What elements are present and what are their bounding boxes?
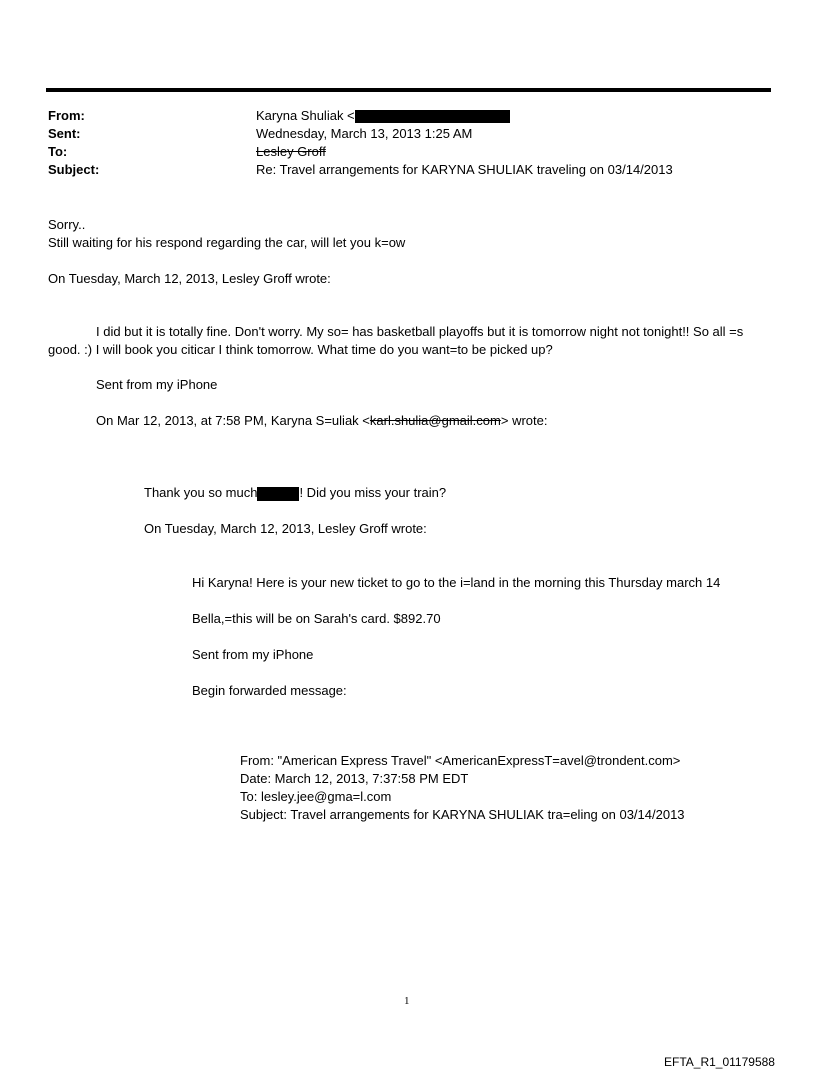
begin-forwarded: Begin forwarded message:	[192, 683, 347, 698]
quote-header-2-prefix: On Mar 12, 2013, at 7:58 PM, Karyna S=uliak <	[96, 413, 370, 428]
forwarded-to: To: lesley.jee@gma=l.com	[240, 789, 392, 804]
page-number: 1	[404, 995, 410, 1007]
quote-header-3: On Tuesday, March 12, 2013, Lesley Groff wrote:	[144, 521, 427, 536]
sent-label: Sent:	[48, 126, 81, 141]
forwarded-subject: Subject: Travel arrangements for KARYNA SHULIAK tra=eling on 03/14/2013	[240, 807, 685, 822]
document-id: EFTA_R1_01179588	[664, 1055, 775, 1069]
sent-from-iphone-2: Sent from my iPhone	[192, 647, 314, 662]
body-sorry: Sorry..	[48, 217, 86, 232]
forwarded-from: From: "American Express Travel" <AmericanExpressT=avel@trondent.com>	[240, 753, 681, 768]
from-sender: Karyna Shuliak <	[256, 108, 355, 123]
from-label: From:	[48, 108, 85, 123]
thank-you-suffix: ! Did you miss your train?	[299, 485, 447, 500]
bella-line: Bella,=this will be on Sarah's card. $892.70	[192, 611, 441, 626]
redacted-email: karl.shulia@gmail.com	[369, 413, 501, 428]
reply-paragraph: I did but it is totally fine. Don't worry. My so= has basketball playoffs but it is tomorrow night not tonight!! So all =s good. :) I will book you citicar I think tomorrow. What time do you want=to be picked up?	[48, 324, 744, 357]
quote-header-1: On Tuesday, March 12, 2013, Lesley Groff wrote:	[48, 271, 331, 286]
sent-value: Wednesday, March 13, 2013 1:25 AM	[256, 126, 473, 141]
thank-you-line	[144, 485, 446, 501]
from-value	[256, 108, 510, 124]
to-label: To:	[48, 144, 68, 159]
body-still-waiting: Still waiting for his respond regarding the car, will let you k=ow	[48, 235, 406, 250]
forwarded-date: Date: March 12, 2013, 7:37:58 PM EDT	[240, 771, 469, 786]
header-rule	[46, 88, 771, 92]
subject-label: Subject:	[48, 162, 100, 177]
sent-from-iphone-1: Sent from my iPhone	[96, 377, 218, 392]
quote-header-2	[96, 413, 547, 429]
subject-value: Re: Travel arrangements for KARYNA SHULIAK traveling on 03/14/2013	[256, 162, 673, 177]
thank-you-prefix: Thank you so much	[144, 485, 258, 500]
to-value: Lesley Groff	[256, 144, 326, 159]
redaction-block	[257, 487, 299, 501]
quote-header-2-suffix: > wrote:	[500, 413, 548, 428]
redaction-block	[355, 110, 510, 123]
hi-karyna-line: Hi Karyna! Here is your new ticket to go to the i=land in the morning this Thursday march 14	[192, 575, 721, 590]
